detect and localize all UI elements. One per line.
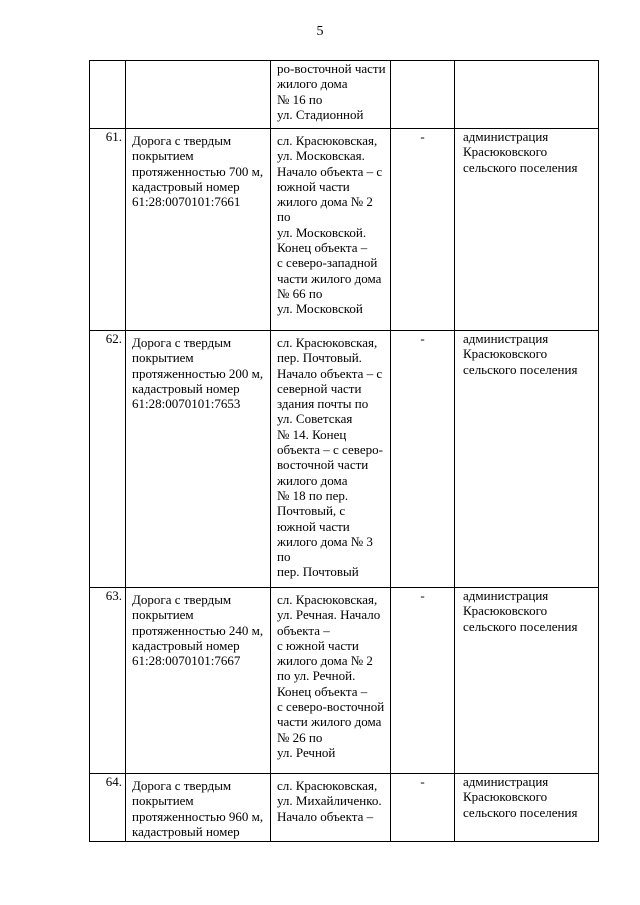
name-cell: Дорога с твердым покрытием протяженностью 960 м, кадастровый номер xyxy=(126,774,271,842)
name-cell: Дорога с твердым покрытием протяженностью 240 м, кадастровый номер 61:28:0070101:7667 xyxy=(126,588,271,774)
table-row xyxy=(90,774,599,842)
number-cell: 64. xyxy=(90,774,126,842)
dash-cell: - xyxy=(391,129,455,331)
page-number: 5 xyxy=(316,24,324,39)
address-cell: ро-восточной части жилого дома № 16 по ул. Стадионной xyxy=(271,61,391,129)
owner-cell: администрация Красюковского сельского поселения xyxy=(455,129,599,331)
dash-cell xyxy=(391,61,455,129)
number-cell xyxy=(90,61,126,129)
name-cell xyxy=(126,61,271,129)
table-row xyxy=(90,588,599,774)
owner-cell: администрация Красюковского сельского поселения xyxy=(455,774,599,842)
table-row-continuation xyxy=(90,61,599,129)
address-cell: сл. Красюковская, пер. Почтовый. Начало объекта – с северной части здания почты по ул. Советская № 14. Конец объекта – с северо-восточной части жилого дома № 18 по пер. Почтовый, с южной части жилого дома № 3 по пер. Почтовый xyxy=(271,331,391,588)
property-table xyxy=(89,60,599,842)
dash-cell: - xyxy=(391,588,455,774)
name-cell: Дорога с твердым покрытием протяженностью 200 м, кадастровый номер 61:28:0070101:7653 xyxy=(126,331,271,588)
dash-cell: - xyxy=(391,774,455,842)
number-cell: 63. xyxy=(90,588,126,774)
address-cell: сл. Красюковская, ул. Михайличенко. Начало объекта – xyxy=(271,774,391,842)
table-row xyxy=(90,331,599,588)
number-cell: 61. xyxy=(90,129,126,331)
owner-cell: администрация Красюковского сельского поселения xyxy=(455,588,599,774)
owner-cell: администрация Красюковского сельского поселения xyxy=(455,331,599,588)
address-cell: сл. Красюковская, ул. Речная. Начало объекта – с южной части жилого дома № 2 по ул. Речной. Конец объекта – с северо-восточной части жилого дома № 26 по ул. Речной xyxy=(271,588,391,774)
name-cell: Дорога с твердым покрытием протяженностью 700 м, кадастровый номер 61:28:0070101:7661 xyxy=(126,129,271,331)
address-cell: сл. Красюковская, ул. Московская. Начало объекта – с южной части жилого дома № 2 по ул. Московской. Конец объекта – с северо-западной части жилого дома № 66 по ул. Московской xyxy=(271,129,391,331)
owner-cell xyxy=(455,61,599,129)
table-row xyxy=(90,129,599,331)
number-cell: 62. xyxy=(90,331,126,588)
dash-cell: - xyxy=(391,331,455,588)
